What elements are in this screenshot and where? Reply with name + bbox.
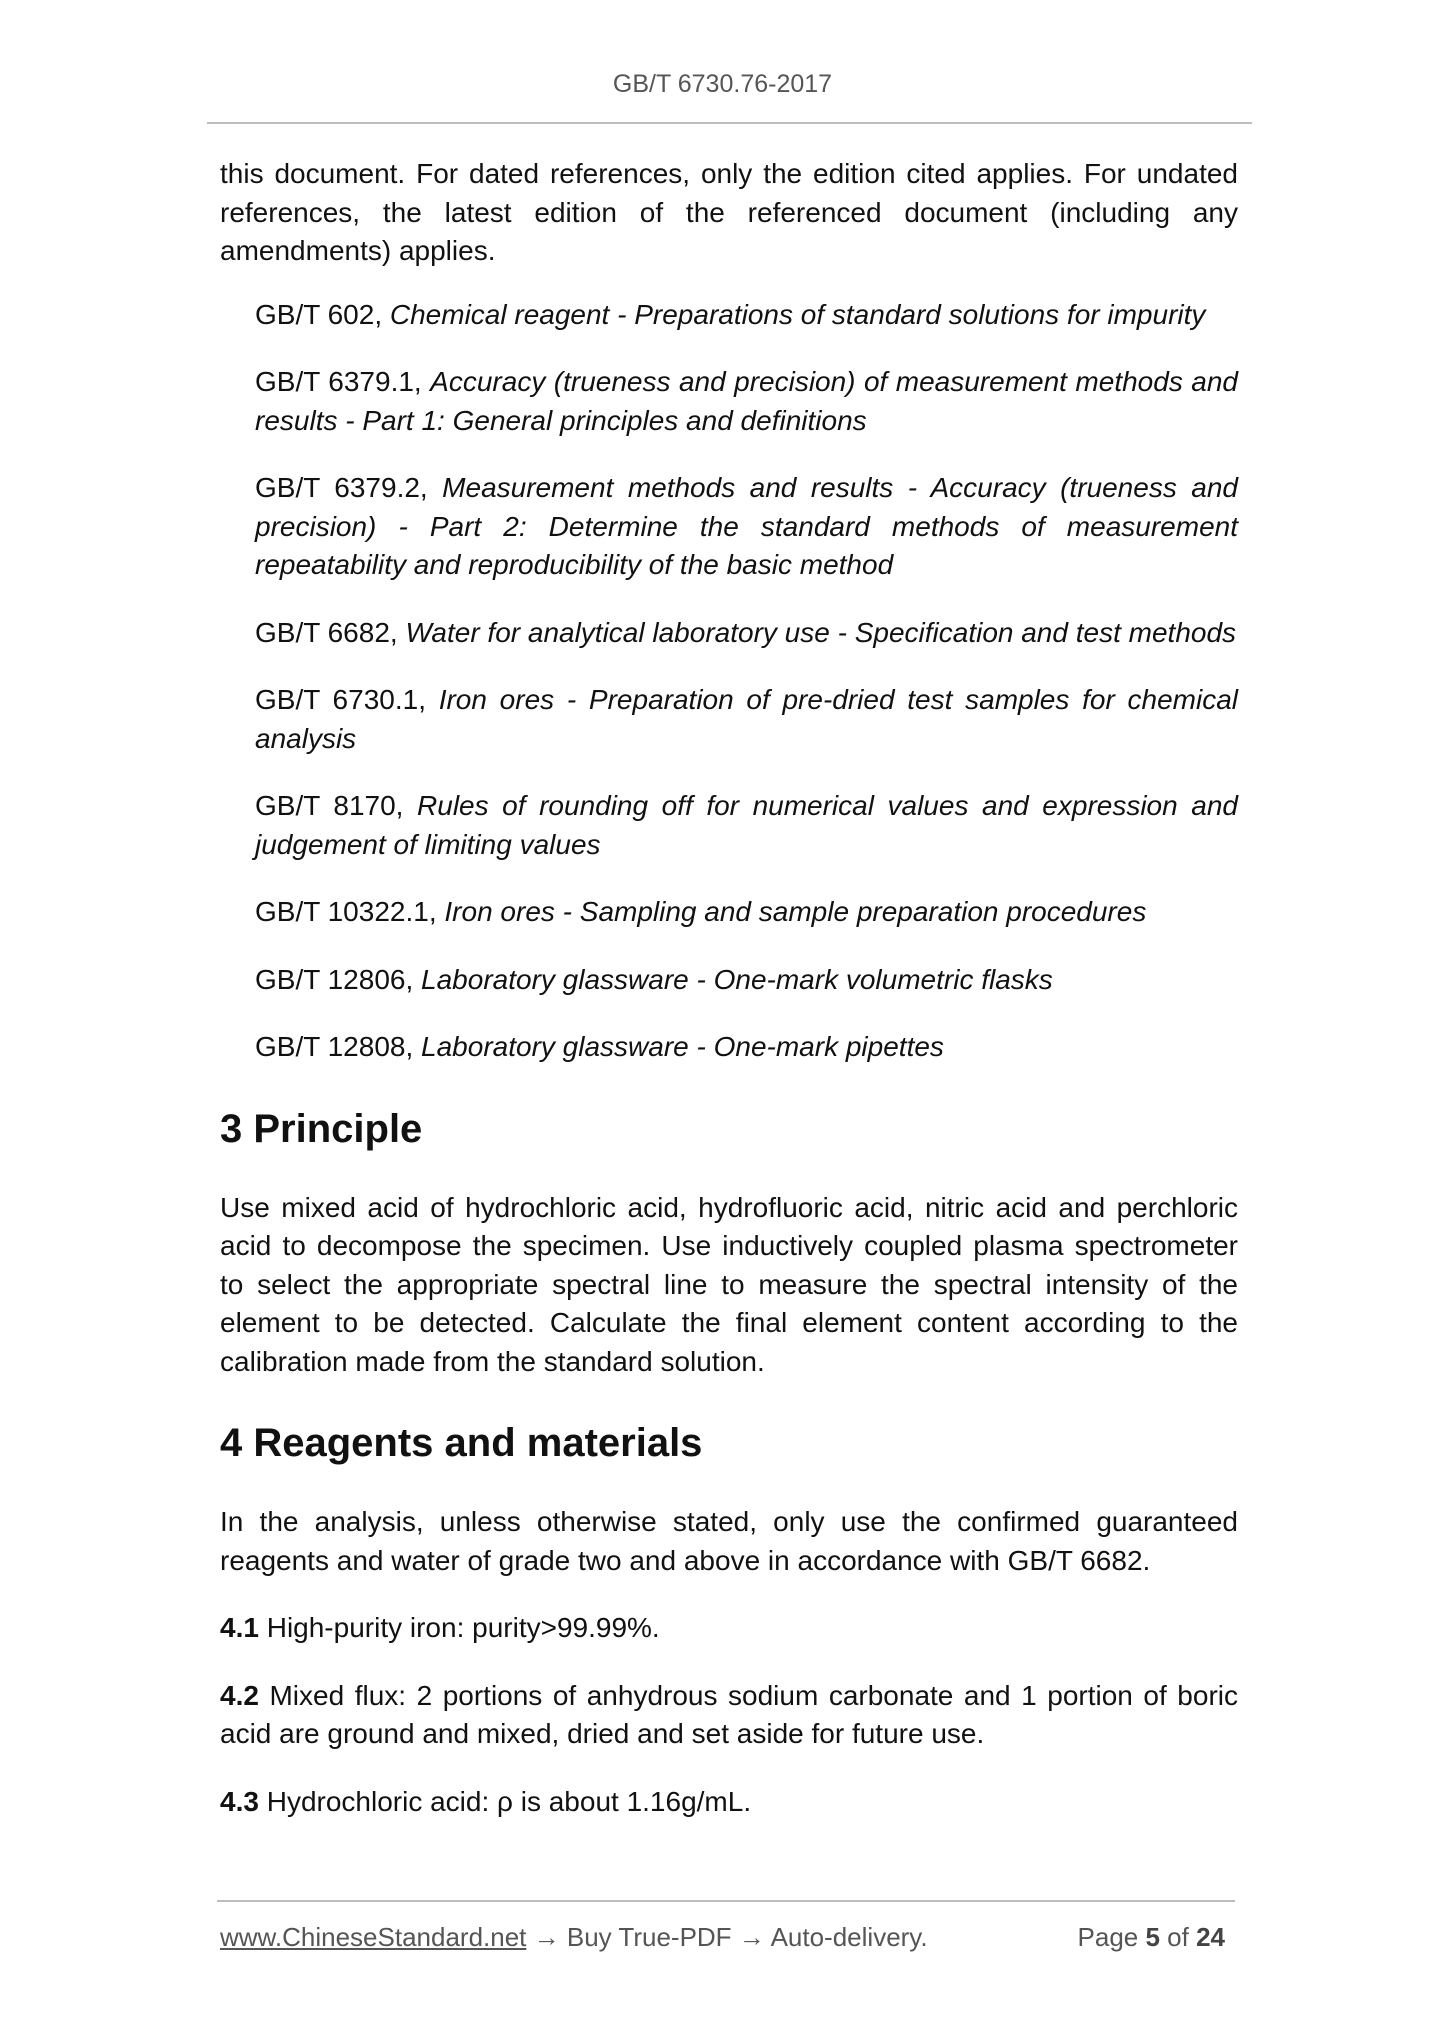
- footer-divider: [217, 1900, 1235, 1902]
- reference-item: GB/T 6730.1, Iron ores - Preparation of pre-dried test samples for chemical analysis: [255, 684, 1238, 754]
- footer-tagline: → Buy True-PDF → Auto-delivery.: [526, 1922, 928, 1952]
- page-indicator: Page 5 of 24: [1077, 1922, 1225, 1952]
- reference-item: GB/T 8170, Rules of rounding off for numerical values and expression and judgement of limiting values: [255, 790, 1238, 860]
- reagents-intro-paragraph: In the analysis, unless otherwise stated, only use the confirmed guaranteed reagents and water of grade two and above in accordance with GB/T 6682.: [220, 1506, 1238, 1576]
- reference-item: GB/T 12808, Laboratory glassware - One-mark pipettes: [255, 1031, 944, 1062]
- page-header: GB/T 6730.76-2017: [612, 70, 833, 98]
- reference-item: GB/T 10322.1, Iron ores - Sampling and sample preparation procedures: [255, 896, 1147, 927]
- principle-paragraph: Use mixed acid of hydrochloric acid, hydrofluoric acid, nitric acid and perchloric acid to decompose the specimen. Use inductively coupled plasma spectrometer to select the appropriate spectral line to measure the spectral intensity of the element to be detected. Calculate the final element content according to the calibration made from the standard solution.: [220, 1191, 1238, 1377]
- reagent-item: 4.1 High-purity iron: purity>99.99%.: [220, 1612, 660, 1643]
- total-pages: 24: [1196, 1922, 1225, 1952]
- header-divider: [207, 122, 1252, 124]
- intro-paragraph: this document. For dated references, only the edition cited applies. For undated references, the latest edition of the referenced document (including any amendments) applies.: [220, 158, 1238, 266]
- reference-item: GB/T 12806, Laboratory glassware - One-mark volumetric flasks: [255, 963, 1053, 995]
- document-body: [220, 155, 1238, 1850]
- page-footer: [220, 1922, 1235, 1953]
- normative-references-list: [220, 296, 1238, 1067]
- section-heading-principle: 3 Principle: [220, 1106, 423, 1151]
- reagent-item: 4.2 Mixed flux: 2 portions of anhydrous sodium carbonate and 1 portion of boric acid are ground and mixed, dried and set aside for future use.: [220, 1679, 1238, 1749]
- reference-item: GB/T 6379.2, Measurement methods and results - Accuracy (trueness and precision) - Part 2: Determine the standard methods of measurement repeatability and reproducibility of the basic method: [255, 472, 1238, 580]
- reference-item: GB/T 6682, Water for analytical laboratory use - Specification and test methods: [255, 616, 1237, 648]
- reference-item: GB/T 6379.1, Accuracy (trueness and precision) of measurement methods and results - Part 1: General principles and definitions: [255, 366, 1238, 436]
- section-heading-reagents: 4 Reagents and materials: [220, 1421, 703, 1465]
- reference-item: GB/T 602, Chemical reagent - Preparations of standard solutions for impurity: [255, 298, 1206, 330]
- current-page: 5: [1145, 1922, 1160, 1952]
- website-link[interactable]: www.ChineseStandard.net: [220, 1922, 527, 1952]
- reagent-item: 4.3 Hydrochloric acid: ρ is about 1.16g/mL.: [220, 1785, 752, 1817]
